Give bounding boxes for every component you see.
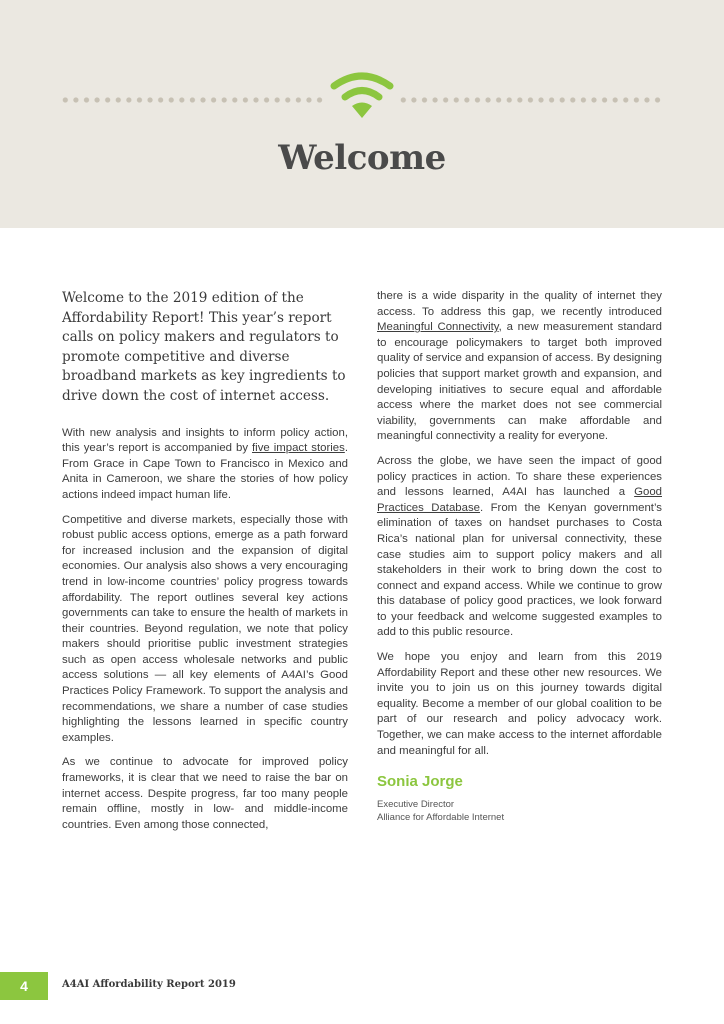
paragraph-markets: Competitive and diverse markets, especially those with robust public access options, emerge as a path forward for increased inclusion and the expansion of digital economies. Our analysis also shows a very encouraging trend in low-income countries’ policy progress towards affordability. The report outlines several key actions governments can take to ensure the health of markets in their countries. Beyond regulation, we note that policy makers should prioritise public investment strategies such as open access wholesale networks and public access solutions — all key elements of A4AI’s Good Practices Policy Framework. To support the analysis and recommendations, we share a number of case studies highlighting the lessons learned in specific country examples. [62,513,348,744]
page-number-badge: 4 [0,972,48,1000]
paragraph-closing: We hope you enjoy and learn from this 2019 Affordability Report and these other new resources. We invite you to join us on this journey towards digital equality. Become a member of our global coalition to be part of our research and policy advocacy work. Together, we can make access to the internet affordable and meaningful for all. [377,651,662,757]
right-column [377,289,662,824]
footer-label: A4AI Affordability Report 2019 [62,979,236,990]
left-column [62,289,348,842]
lead-paragraph: Welcome to the 2019 edition of the Affordability Report! This year’s report calls on policy makers and regulators to promote competitive and diverse broadband markets as key ingredients to drive down the cost of internet access. [62,290,346,404]
text-span: there is a wide disparity in the quality of internet they access. To address this gap, we recently introduced [377,290,662,318]
text-span: . From the Kenyan government’s elimination of taxes on handset purchases to Costa Rica’s national plan for universal connectivity, these case studies aim to support policy makers and all stakeholders in their work to bring down the cost to connect and expand access. While we continue to grow this database of policy good practices, we look forward to your feedback and welcome suggested examples to add to this public resource. [377,501,662,639]
text-span: , a new measurement standard to encourage policymakers to target both improved quality of service and expansion of access. By designing policies that support market growth and expansion, and developing initiatives to secure equal and affordable access where the market does not see commercial viability, governments can make affordable and meaningful connectivity a reality for everyone. [377,321,662,443]
dotted-rule-left [60,97,326,103]
wifi-icon [330,70,394,122]
header-band [0,0,724,228]
dotted-rule-right [398,97,664,103]
signature-role: Executive Director [377,799,455,811]
five-impact-stories-link[interactable]: five impact stories [252,442,345,455]
signature-name: Sonia Jorge [377,773,463,791]
paragraph-good-practices [377,454,662,641]
text-span: Across the globe, we have seen the impact of good policy practices in action. To share these experiences and lessons learned, A4AI has launched a [377,454,662,499]
text-span: With new analysis and insights to inform policy action, this year’s report is accompanied by [62,426,348,455]
good-practices-database-link[interactable]: Good Practices Database [377,486,662,514]
paragraph-advocacy: As we continue to advocate for improved policy frameworks, it is clear that we need to raise the bar on internet access. Despite progress, far too many people remain offline, mostly in low- and middle-income countries. Even among those connected, [62,756,348,831]
text-span: . From Grace in Cape Town to Francisco in Mexico and Anita in Cameroon, we share the stories of how policy actions indeed impact human life. [62,442,348,501]
meaningful-connectivity-link[interactable]: Meaningful Connectivity [377,321,499,334]
page-title: Welcome [278,138,446,178]
paragraph-meaningful-connectivity [377,289,662,445]
paragraph-impact-stories [62,426,348,504]
signature-org: Alliance for Affordable Internet [377,812,505,824]
